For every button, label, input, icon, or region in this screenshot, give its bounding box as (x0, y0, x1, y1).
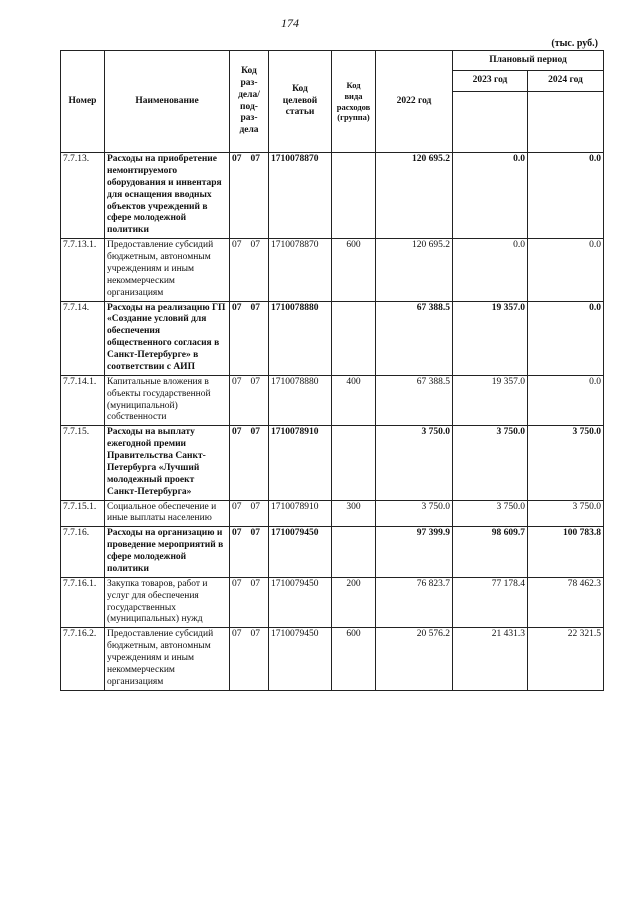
header-target-code: Код целевой статьи (269, 51, 332, 153)
table-row (61, 577, 604, 628)
row-value-2024: 0.0 (528, 375, 604, 426)
row-number: 7.7.14. (61, 301, 105, 375)
row-number: 7.7.13. (61, 153, 105, 239)
row-expense-type (332, 153, 376, 239)
row-value-2024: 78 462.3 (528, 577, 604, 628)
row-value-2023: 19 357.0 (453, 301, 528, 375)
row-name: Расходы на приобретение немонтируемого оборудования и инвентаря для оснащения вводных объектов учреждений в сфере молодежной политики (105, 153, 230, 239)
row-razdel: 07 07 (230, 500, 269, 527)
row-number: 7.7.13.1. (61, 239, 105, 301)
table-row (61, 239, 604, 301)
row-number: 7.7.16.1. (61, 577, 105, 628)
row-target-code: 1710078870 (269, 153, 332, 239)
row-number: 7.7.14.1. (61, 375, 105, 426)
table-body (61, 153, 604, 691)
table-row (61, 628, 604, 690)
table-row (61, 153, 604, 239)
row-target-code: 1710078910 (269, 500, 332, 527)
row-value-2023: 19 357.0 (453, 375, 528, 426)
table-row (61, 426, 604, 500)
table-header (61, 51, 604, 153)
row-expense-type (332, 426, 376, 500)
header-razdel: Код раз- дела/ под- раз- дела (230, 51, 269, 153)
header-year-2023: 2023 год (453, 71, 528, 92)
header-name: Наименование (105, 51, 230, 153)
row-target-code: 1710078910 (269, 426, 332, 500)
row-expense-type: 600 (332, 628, 376, 690)
row-number: 7.7.15.1. (61, 500, 105, 527)
row-expense-type: 300 (332, 500, 376, 527)
row-razdel: 07 07 (230, 577, 269, 628)
row-razdel: 07 07 (230, 301, 269, 375)
row-name: Расходы на реализацию ГП «Создание условий для обеспечения общественного согласия в Санкт-Петербурге» в соответствии с АИП (105, 301, 230, 375)
row-name: Предоставление субсидий бюджетным, автономным учреждениям и иным некоммерческим организациям (105, 628, 230, 690)
row-value-2023: 0.0 (453, 153, 528, 239)
row-razdel: 07 07 (230, 239, 269, 301)
row-value-2024: 0.0 (528, 239, 604, 301)
row-value-2023: 21 431.3 (453, 628, 528, 690)
table-row (61, 500, 604, 527)
budget-table (60, 50, 604, 691)
row-value-2023: 0.0 (453, 239, 528, 301)
row-value-2022: 3 750.0 (376, 426, 453, 500)
row-value-2024: 22 321.5 (528, 628, 604, 690)
row-razdel: 07 07 (230, 628, 269, 690)
row-expense-type (332, 527, 376, 578)
row-value-2024: 0.0 (528, 153, 604, 239)
row-number: 7.7.15. (61, 426, 105, 500)
row-value-2024: 3 750.0 (528, 500, 604, 527)
row-expense-type: 200 (332, 577, 376, 628)
row-name: Капитальные вложения в объекты государственной (муниципальной) собственности (105, 375, 230, 426)
page-number: 174 (281, 16, 299, 30)
row-value-2023: 77 178.4 (453, 577, 528, 628)
header-number: Номер (61, 51, 105, 153)
row-name: Расходы на организацию и проведение мероприятий в сфере молодежной политики (105, 527, 230, 578)
row-target-code: 1710079450 (269, 628, 332, 690)
row-razdel: 07 07 (230, 375, 269, 426)
row-value-2023: 98 609.7 (453, 527, 528, 578)
row-target-code: 1710079450 (269, 527, 332, 578)
row-value-2022: 76 823.7 (376, 577, 453, 628)
row-target-code: 1710079450 (269, 577, 332, 628)
header-planned-period: Плановый период (453, 51, 604, 71)
row-razdel: 07 07 (230, 153, 269, 239)
header-spacer-2024 (528, 92, 604, 153)
units-label: (тыс. руб.) (551, 38, 598, 49)
row-expense-type: 400 (332, 375, 376, 426)
table-row (61, 375, 604, 426)
row-value-2022: 67 388.5 (376, 375, 453, 426)
row-number: 7.7.16. (61, 527, 105, 578)
row-expense-type: 600 (332, 239, 376, 301)
header-year-2022: 2022 год (376, 51, 453, 153)
row-razdel: 07 07 (230, 426, 269, 500)
row-name: Закупка товаров, работ и услуг для обеспечения государственных (муниципальных) нужд (105, 577, 230, 628)
row-value-2022: 3 750.0 (376, 500, 453, 527)
row-value-2022: 120 695.2 (376, 239, 453, 301)
row-value-2023: 3 750.0 (453, 500, 528, 527)
row-value-2023: 3 750.0 (453, 426, 528, 500)
row-value-2022: 67 388.5 (376, 301, 453, 375)
row-name: Расходы на выплату ежегодной премии Правительства Санкт-Петербурга «Лучший молодежный проект Санкт-Петербурга» (105, 426, 230, 500)
table-row (61, 301, 604, 375)
row-value-2024: 100 783.8 (528, 527, 604, 578)
row-value-2022: 97 399.9 (376, 527, 453, 578)
row-value-2022: 120 695.2 (376, 153, 453, 239)
row-target-code: 1710078880 (269, 301, 332, 375)
header-expense-type: Код вида расходов (группа) (332, 51, 376, 153)
row-value-2022: 20 576.2 (376, 628, 453, 690)
table-row (61, 527, 604, 578)
row-razdel: 07 07 (230, 527, 269, 578)
header-spacer-2023 (453, 92, 528, 153)
row-value-2024: 3 750.0 (528, 426, 604, 500)
header-year-2024: 2024 год (528, 71, 604, 92)
row-target-code: 1710078870 (269, 239, 332, 301)
row-value-2024: 0.0 (528, 301, 604, 375)
row-name: Социальное обеспечение и иные выплаты населению (105, 500, 230, 527)
row-expense-type (332, 301, 376, 375)
row-target-code: 1710078880 (269, 375, 332, 426)
row-name: Предоставление субсидий бюджетным, автономным учреждениям и иным некоммерческим организациям (105, 239, 230, 301)
row-number: 7.7.16.2. (61, 628, 105, 690)
